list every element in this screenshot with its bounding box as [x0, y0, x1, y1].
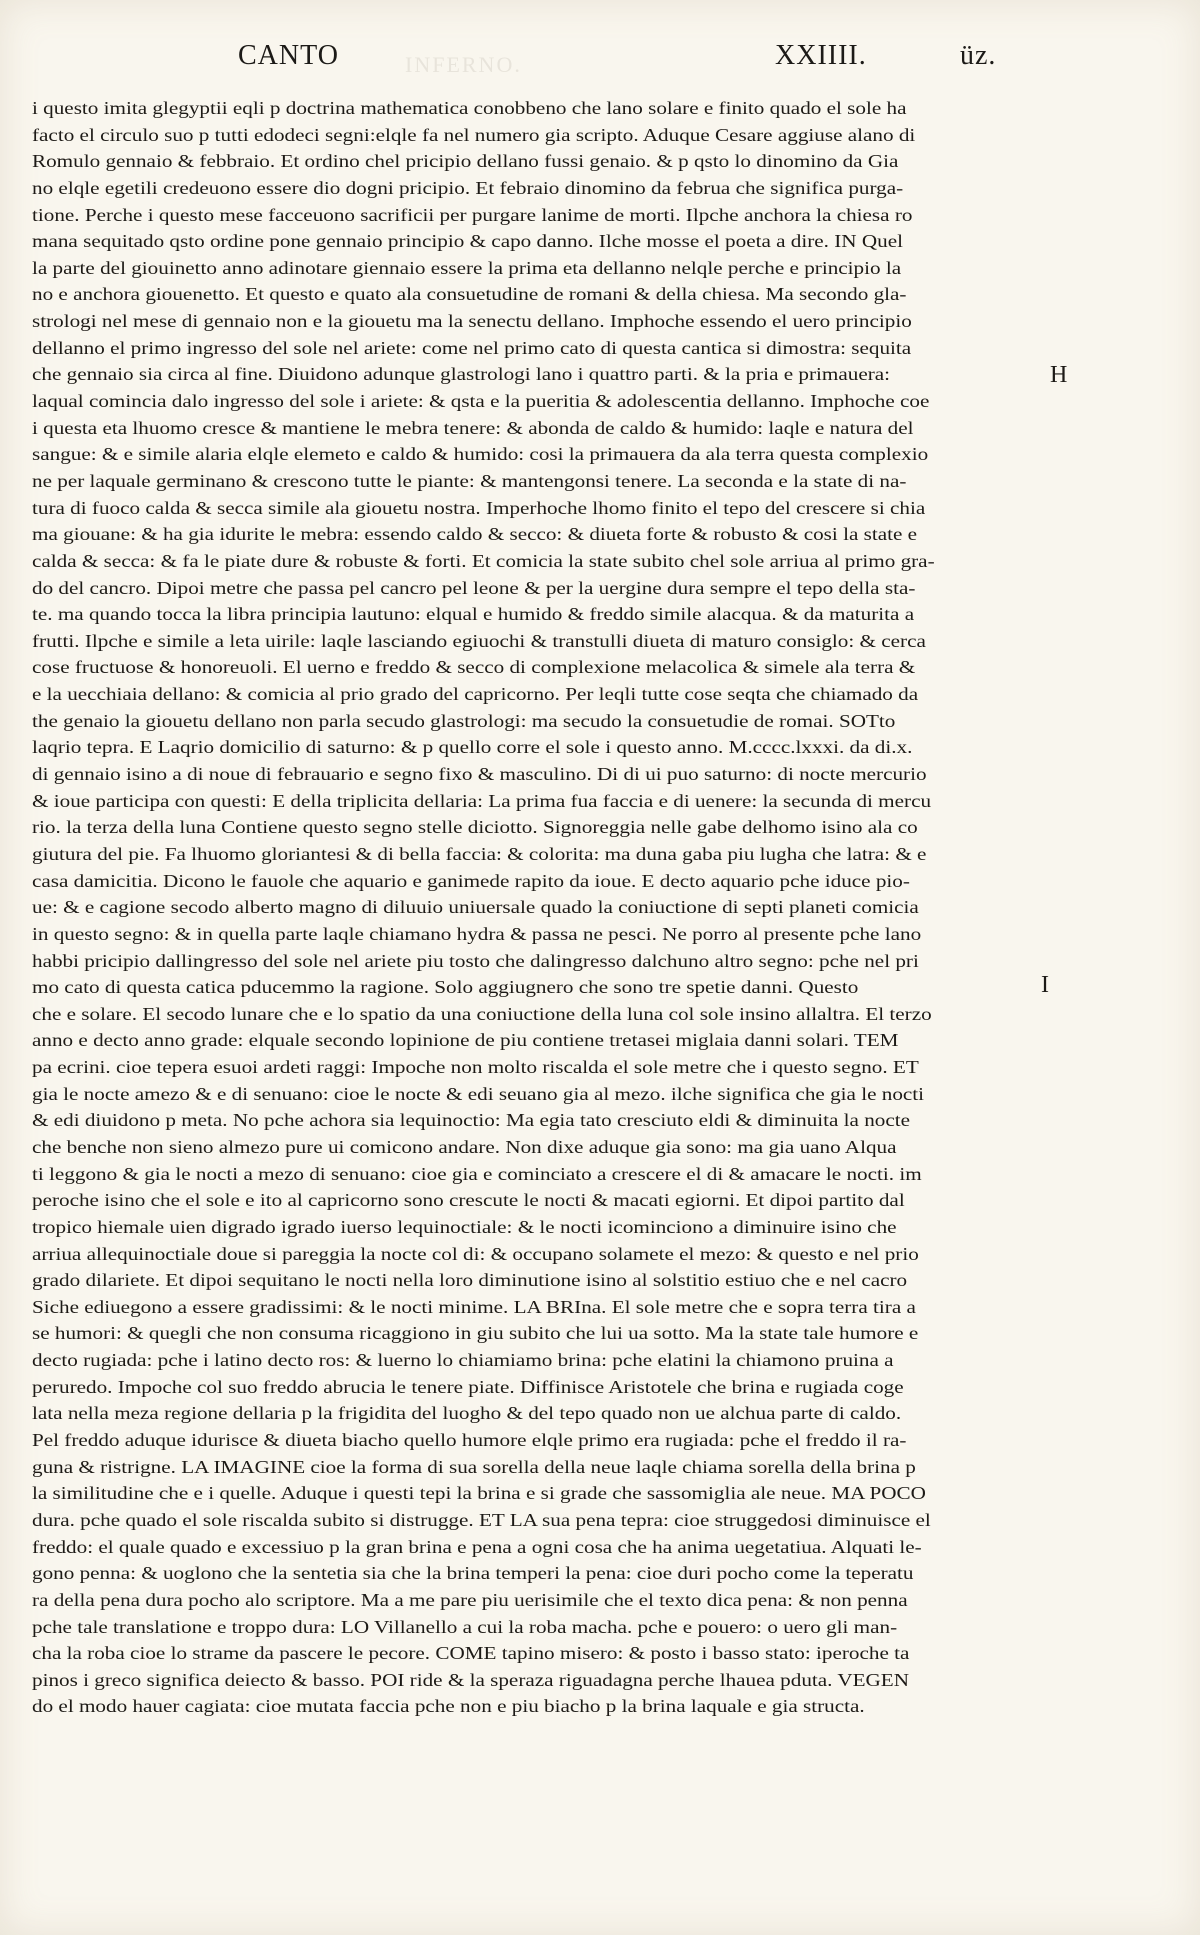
text-line: pa ecrini. cioe tepera esuoi ardeti raggi: Impoche non molto riscalda el sole metre che i questo segno. ET — [32, 1057, 919, 1078]
text-line: casa damicitia. Dicono le fauole che aquario e ganimede rapito da ioue. E decto aquario pche iduce pio- — [32, 870, 910, 891]
text-line: no elqle egetili credeuono essere dio dogni pricipio. Et febraio dinomino da februa che significa purga- — [32, 177, 904, 198]
text-line: arriua allequinoctiale doue si pareggia la nocte col di: & occupano solamete el mezo: & questo e nel prio — [32, 1243, 919, 1264]
text-line: pche tale translatione e troppo dura: LO Villanello a cui la roba macha. pche e pouero: o uero gli man- — [32, 1616, 898, 1637]
text-line: pinos i greco significa deiecto & basso. POI ride & la speraza riguadagna perche lhauea pduta. VEGEN — [32, 1669, 910, 1690]
text-line: lata nella meza regione dellaria p la frigidita del luogho & del tepo quado non ue alchua parte di caldo. — [32, 1403, 902, 1424]
text-line: habbi pricipio dallingresso del sole nel ariete piu tosto che dalingresso dalchuno altro segno: pche nel pri — [32, 950, 919, 971]
canto-number: XXIIII. — [775, 40, 867, 71]
text-line: guna & ristrigne. LA IMAGINE cioe la forma di sua sorella della neue laqle chiama sorella della brina p — [32, 1456, 916, 1477]
text-line: Pel freddo aduque idurisce & diueta biacho quello humore elqle primo era rugiada: pche el freddo il ra- — [32, 1430, 907, 1451]
text-line: laqual comincia dalo ingresso del sole i ariete: & qsta e la pueritia & adolescentia dellanno. Imphoche coe — [32, 391, 930, 412]
signature-mark: üz. — [960, 40, 997, 71]
text-line: grado dilariete. Et dipoi sequitano le nocti nella loro diminutione isino al solstitio estiuo che e nel cacro — [32, 1270, 908, 1291]
margin-letter-i: I — [1041, 972, 1049, 998]
text-line: cha la roba cioe lo strame da pascere le pecore. COME tapino misero: & posto i basso stato: iperoche ta — [32, 1643, 910, 1664]
text-line: i questa eta lhuomo cresce & mantiene le mebra tenere: & abonda de caldo & humido: laqle e natura del — [32, 417, 914, 438]
text-line: mo cato di questa catica pducemmo la ragione. Solo aggiugnero che sono tre spetie danni. Questo — [32, 977, 859, 998]
text-line: dellanno el primo ingresso del sole nel ariete: come nel primo cato di questa cantica si dimostra: sequita — [32, 337, 912, 358]
text-line: decto rugiada: pche i latino decto ros: & luerno lo chiamiamo brina: pche elatini la chiamono pruina a — [32, 1350, 894, 1371]
text-line: giutura del pie. Fa lhuomo gloriantesi & di bella faccia: & colorita: ma duna gaba piu lugha che latra: & e — [32, 843, 927, 864]
text-line: ti leggono & gia le nocti a mezo di senuano: cioe gia e cominciato a crescere el di & amacare le nocti. im — [32, 1163, 922, 1184]
text-line: the genaio la giouetu dellano non parla secudo glastrologi: ma secudo la consuetudie de romai. SOTto — [32, 710, 896, 731]
text-line: ne per laquale germinano & crescono tutte le piante: & mantengonsi tenere. La seconda e la state di na- — [32, 470, 907, 491]
text-line: strologi nel mese di gennaio non e la giouetu ma la senectu dellano. Imphoche essendo el uero principio — [32, 311, 912, 332]
text-line: rio. la terza della luna Contiene questo segno stelle diciotto. Signoreggia nelle gabe delhomo isino ala co — [32, 817, 918, 838]
text-line: mana sequitado qsto ordine pone gennaio principio & capo danno. Ilche mosse el poeta a dire. IN Quel — [32, 231, 903, 252]
text-line: in questo segno: & in quella parte laqle chiamano hydra & passa ne pesci. Ne porro al presente pche lano — [32, 923, 922, 944]
text-line: laqrio tepra. E Laqrio domicilio di saturno: & p quello corre el sole i questo anno. M.cccc.lxxxi. da di.x. — [32, 737, 913, 758]
text-line: i questo imita glegyptii eqli p doctrina mathematica conobbeno che lano solare e finito quado el sole ha — [32, 98, 907, 118]
commentary-text-block — [32, 95, 1032, 1720]
margin-letter-h: H — [1050, 362, 1068, 388]
text-line: e la uecchiaia dellano: & comicia al prio grado del capricorno. Per leqli tutte cose seqta che chiamado da — [32, 684, 919, 705]
running-head-title: CANTO — [238, 40, 339, 71]
text-line: ma giouane: & ha gia idurite le mebra: essendo caldo & secco: & diueta forte & robusto & cosi la state e — [32, 524, 918, 545]
text-line: che gennaio sia circa al fine. Diuidono adunque glastrologi lano i quattro parti. & la pria e primauera: — [32, 364, 891, 385]
text-line: tura di fuoco calda & secca simile ala giouetu nostra. Imperhoche lhomo finito el tepo del crescere si chia — [32, 497, 926, 518]
text-line: & ioue participa con questi: E della triplicita dellaria: La prima fua faccia e di uenere: la secunda di mercu — [32, 790, 932, 811]
text-line: do el modo hauer cagiata: cioe mutata faccia pche non e piu biacho p la brina laquale e gia structa. — [32, 1696, 865, 1717]
text-line: la similitudine che e i quelle. Aduque i questi tepi la brina e si grade che sassomiglia ale neue. MA POCO — [32, 1483, 926, 1504]
text-line: no e anchora giouenetto. Et questo e quato ala consuetudine de romani & della chiesa. Ma secondo gla- — [32, 284, 907, 305]
text-line: se humori: & quegli che non consuma ricaggiono in giu subito che lui ua sotto. Ma la state tale humore e — [32, 1323, 919, 1344]
text-line: Siche ediuegono a essere gradissimi: & le nocti minime. LA BRIna. El sole metre che e sopra terra tira a — [32, 1296, 916, 1317]
text-line: Romulo gennaio & febbraio. Et ordino chel pricipio dellano fussi genaio. & p qsto lo dinomino da Gia — [32, 151, 899, 172]
text-line: gia le nocte amezo & e di senuano: cioe le nocte & edi seuano gia al mezo. ilche significa che gia le nocti — [32, 1083, 925, 1104]
text-line: gono penna: & uoglono che la sentetia sia che la brina temperi la pena: cioe duri pocho come la teperatu — [32, 1563, 914, 1584]
bleed-through-text: INFERNO. — [405, 52, 522, 77]
text-line: ue: & e cagione secodo alberto magno di diluuio uniuersale quado la coniuctione di septi planeti comicia — [32, 897, 919, 918]
text-line: ra della pena dura pocho alo scriptore. Ma a me pare piu uerisimile che el texto dica pena: & non penna — [32, 1589, 908, 1610]
text-line: la parte del giouinetto anno adinotare giennaio essere la prima eta dellanno nelqle perche e principio la — [32, 257, 902, 278]
text-line: frutti. Ilpche e simile a leta uirile: laqle lasciando egiuochi & transtulli diueta di maturo consiglo: & cerca — [32, 630, 926, 651]
text-line: peroche isino che el sole e ito al capricorno sono crescute le nocti & macati egiorni. Et dipoi partito dal — [32, 1190, 905, 1211]
text-line: che benche non sieno almezo pure ui comicono andare. Non dixe aduque gia sono: ma gia uano Alqua — [32, 1136, 897, 1157]
text-line: cose fructuose & honoreuoli. El uerno e freddo & secco di complexione melacolica & simele ala terra & — [32, 657, 916, 678]
text-line: tione. Perche i questo mese facceuono sacrificii per purgare lanime de morti. Ilpche anchora la chiesa ro — [32, 204, 913, 225]
text-line: calda & secca: & fa le piate dure & robuste & forti. Et comicia la state subito chel sole arriua al primo gra- — [32, 550, 935, 571]
text-line: do del cancro. Dipoi metre che passa pel cancro pel leone & per la uergine dura sempre el tepo della sta- — [32, 577, 916, 598]
text-line: sangue: & e simile alaria elqle elemeto e caldo & humido: cosi la primauera da ala terra questa complexio — [32, 444, 929, 465]
text-line: di gennaio isino a di noue di febrauario e segno fixo & masculino. Di di ui puo saturno: di nocte mercurio — [32, 764, 927, 785]
text-line: freddo: el quale quado e excessiuo p la gran brina e pena a ogni cosa che ha anima uegetatiua. Alquati le- — [32, 1536, 922, 1557]
text-line: che e solare. El secodo lunare che e lo spatio da una coniuctione della luna col sole insino allaltra. El terzo — [32, 1003, 932, 1024]
text-line: tropico hiemale uien digrado igrado iuerso lequinoctiale: & le nocti icominciono a diminuire isino che — [32, 1216, 897, 1237]
text-line: facto el circulo suo p tutti edodeci segni:elqle fa nel numero gia scripto. Aduque Cesare aggiuse alano di — [32, 124, 916, 145]
text-line: anno e decto anno grade: elquale secondo lopinione de piu contiene tretasei miglaia danni solari. TEM — [32, 1030, 899, 1051]
text-line: te. ma quando tocca la libra principia lautuno: elqual e humido & freddo simile alacqua. & da maturita a — [32, 604, 915, 625]
text-line: dura. pche quado el sole riscalda subito si distrugge. ET LA sua pena tepra: cioe struggedosi diminuisce el — [32, 1509, 931, 1530]
text-line: & edi diuidono p meta. No pche achora sia lequinoctio: Ma egia tato cresciuto eldi & diminuita la nocte — [32, 1110, 911, 1131]
text-line: peruredo. Impoche col suo freddo abrucia le tenere piate. Diffinisce Aristotele che brina e rugiada coge — [32, 1376, 904, 1397]
